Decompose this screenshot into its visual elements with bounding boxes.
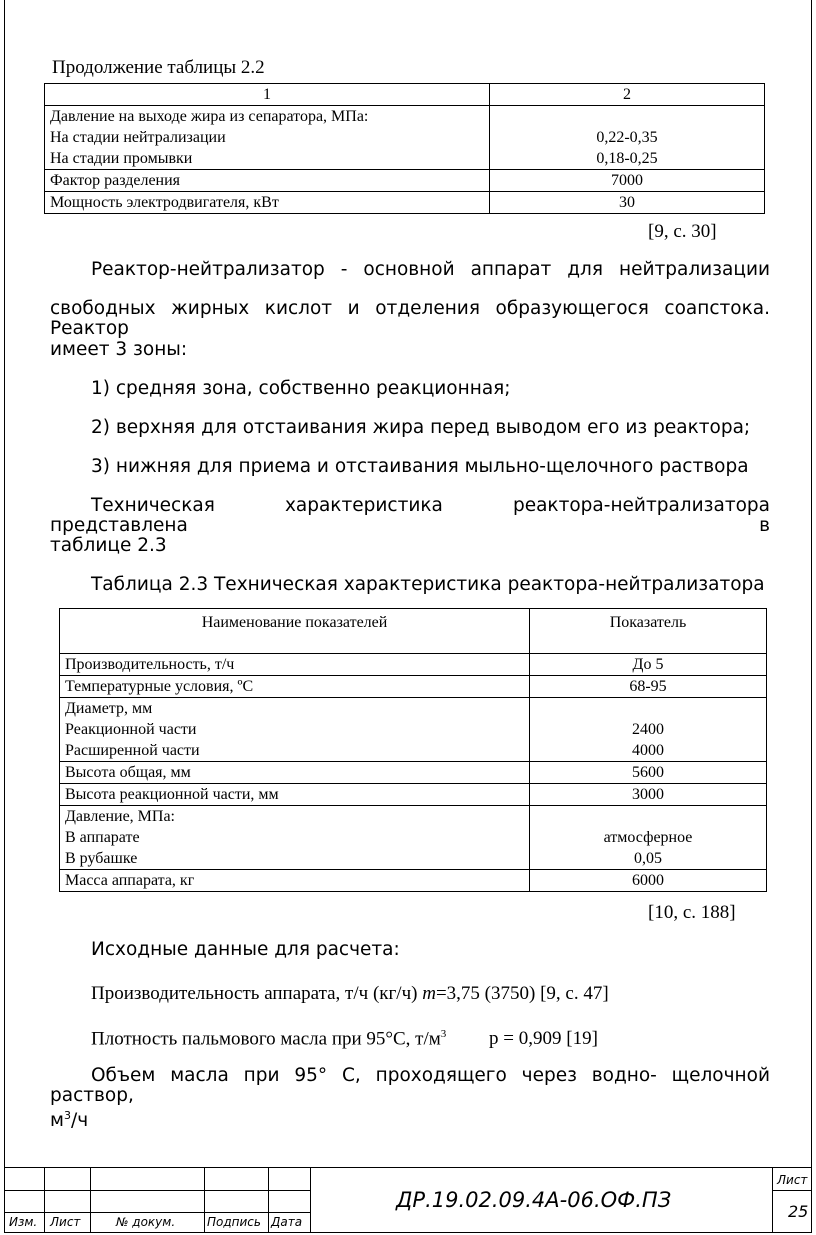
table-cell-value: 30 [490,192,765,214]
table-cell-label: Фактор разделения [45,170,490,192]
calc-variable: m [422,983,436,1004]
table-cell-label: Высота общая, мм [60,762,530,784]
table-cell-value [530,806,767,870]
table-cell-label [45,106,490,170]
calc-label: Производительность аппарата, т/ч (кг/ч) [91,983,418,1004]
table-cell-value: 7000 [490,170,765,192]
calc-line [91,1024,811,1049]
cell-line: 0,05 [634,850,662,867]
sheet-number: 25 [788,1202,809,1221]
cell-line: 4000 [632,742,664,759]
list-item: 3) нижняя для приема и отстаивания мыльно-щелочного раствора [91,456,749,477]
calc-label: Плотность пальмового масла при 95°С, т/м [91,1028,441,1050]
paragraph-line: свободных жирных кислот и отделения образующегося соапстока. Реактор [50,298,770,339]
stamp-divider [204,1168,205,1233]
table-row [60,784,767,806]
table-cell-value: 5600 [530,762,767,784]
cell-line: В рубашке [65,850,138,867]
table-cell-value: 3000 [530,784,767,806]
cell-line: Диаметр, мм [65,700,153,717]
table-cell-value: 68-95 [530,676,767,698]
calc-value: =3,75 (3750) [9, с. 47] [435,983,609,1004]
table2-reference: [10, с. 188] [648,902,736,923]
cell-line: На стадии промывки [50,150,193,167]
stamp-divider [90,1168,91,1233]
stamp-divider [44,1168,45,1233]
table-header-row [60,609,767,654]
table-header-cell: Наименование показателей [60,609,530,654]
paragraph-line: Объем масла при 95° С, проходящего через водно- щелочной раствор, [50,1065,770,1106]
cell-line: На стадии нейтрализации [50,129,226,146]
superscript: 3 [440,1028,447,1040]
list-item: 2) верхняя для отстаивания жира перед выводом его из реактора; [91,417,751,438]
table1-reference: [9, с. 30] [648,221,717,242]
cell-line [490,106,764,127]
table-cell-label: Мощность электродвигателя, кВт [45,192,490,214]
table-header-cell: 2 [490,84,765,106]
table-cell-value [490,106,765,170]
stamp-label: Подпись [207,1215,261,1229]
table-cell-label: Производительность, т/ч [60,654,530,676]
table1 [44,83,765,214]
stamp-row-line [772,1190,812,1191]
table-cell-label [60,806,530,870]
cell-line: 2400 [632,721,664,738]
cell-line [530,806,766,827]
table1-caption: Продолжение таблицы 2.2 [52,57,265,78]
calc-line [91,984,811,1004]
stamp-divider [310,1168,311,1233]
table-cell-label: Высота реакционной части, мм [60,784,530,806]
table-row [60,870,767,892]
calc-value: р = 0,909 [19] [489,1028,598,1050]
table-row [60,698,767,762]
table-cell-value [530,698,767,762]
table-header-cell: 1 [45,84,490,106]
table2-caption: Таблица 2.3 Техническая характеристика реактора-нейтрализатора [91,574,765,595]
paragraph-line: Техническая характеристика реактора-нейтрализатора представлена в [50,495,770,536]
sheet-label: Лист [777,1173,808,1187]
cell-line: 0,18-0,25 [596,150,658,167]
table-header-cell: Показатель [530,609,767,654]
table-row [60,676,767,698]
table-cell-label: Температурные условия, ºС [60,676,530,698]
stamp-row-line [4,1212,310,1213]
calc-heading: Исходные данные для расчета: [91,939,400,960]
stamp-label: Изм. [9,1215,38,1229]
table-row [45,192,765,214]
cell-line: 0,22-0,35 [596,129,658,146]
table2 [59,608,767,892]
table-cell-value: 6000 [530,870,767,892]
paragraph-line [50,1106,770,1131]
cell-line: Реакционной части [65,721,197,738]
superscript: 3 [63,1109,71,1122]
table-row [45,170,765,192]
cell-line: Давление, МПа: [65,808,175,825]
table-cell-label: Масса аппарата, кг [60,870,530,892]
paragraph-line: имеет 3 зоны: [50,339,188,360]
title-block [4,1167,812,1233]
cell-line: В аппарате [65,829,140,846]
table-header-row [45,84,765,106]
table-cell-label [60,698,530,762]
table-row [60,806,767,870]
stamp-divider [772,1168,773,1233]
cell-line: Давление на выходе жира из сепаратора, МПа: [50,108,369,125]
table-row [60,654,767,676]
document-code: ДР.19.02.09.4А-06.ОФ.ПЗ [396,1188,672,1212]
list-item: 1) средняя зона, собственно реакционная; [91,378,511,399]
cell-line [530,698,766,719]
stamp-label: Лист [50,1215,81,1229]
table-row [45,106,765,170]
paragraph-line: Реактор-нейтрализатор - основной аппарат для нейтрализации [91,259,770,280]
stamp-row-line [4,1190,310,1191]
paragraph-line: таблице 2.3 [50,535,167,556]
unit-text: м [50,1110,64,1132]
unit-text: /ч [70,1110,89,1132]
stamp-divider [268,1168,269,1233]
cell-line: Расширенной части [65,742,200,759]
stamp-label: № докум. [116,1215,176,1229]
table-row [60,762,767,784]
cell-line: атмосферное [603,829,693,846]
table-cell-value: До 5 [530,654,767,676]
stamp-label: Дата [271,1215,303,1229]
